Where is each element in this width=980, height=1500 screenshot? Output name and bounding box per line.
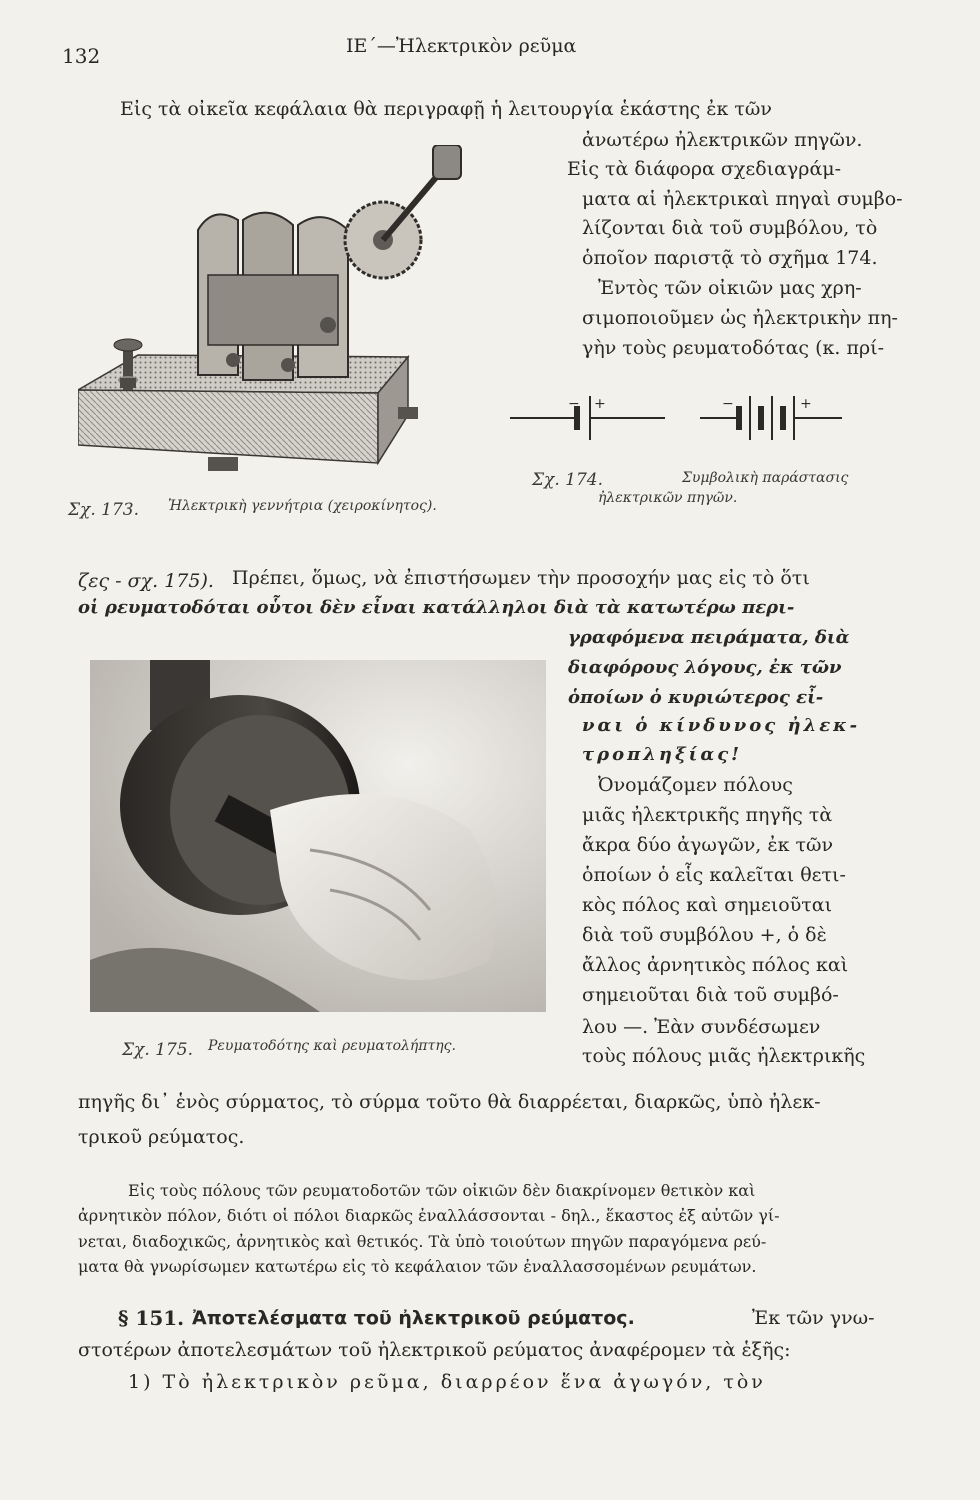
- bottom-line-2: τρικοῦ ρεύματος.: [78, 1126, 245, 1148]
- right-line-2: ματα αἱ ἠλεκτρικαὶ πηγαὶ συμβο-: [582, 188, 903, 210]
- mid-line-2: οἱ ρευματοδόται οὗτοι δὲν εἶναι κατάλληλοι διὰ τὰ κατωτέρω περι-: [78, 597, 795, 618]
- plus-label-2: +: [800, 396, 812, 412]
- section-line-3: 1) Τὸ ἠλεκτρικὸν ρεῦμα, διαρρέον ἕνα ἀγωγόν, τὸν: [128, 1371, 766, 1393]
- fig173-caption: Ἠλεκτρικὴ γεννήτρια (χειροκίνητος).: [168, 498, 437, 514]
- right-line-1: Εἰς τὰ διάφορα σχεδιαγράμ-: [567, 158, 842, 180]
- section-line-2: στοτέρων ἀποτελεσμάτων τοῦ ἠλεκτρικοῦ ρεύματος ἀναφέρομεν τὰ ἑξῆς:: [78, 1339, 791, 1361]
- right-line-4: ὁποῖον παριστᾷ τὸ σχῆμα 174.: [582, 247, 878, 269]
- figure-175-outlet-photo: [90, 660, 546, 1012]
- right-line-7: γὴν τοὺς ρευματοδότας (κ. πρί-: [582, 337, 884, 359]
- col-line-5: τροπληξίας!: [582, 744, 743, 765]
- section-number: § 151.: [118, 1306, 185, 1330]
- running-title: ΙΕ΄—Ἠλεκτρικὸν ρεῦμα: [346, 35, 577, 57]
- col-line-4: ναι ὁ κίνδυνος ἠλεκ-: [582, 715, 861, 736]
- figure-173-generator-illustration: [78, 145, 490, 490]
- section-continuation: Ἐκ τῶν γνω-: [752, 1307, 875, 1329]
- fig174-caption-line-2: ἠλεκτρικῶν πηγῶν.: [598, 490, 738, 506]
- col-line-10: κὸς πόλος καὶ σημειοῦται: [582, 894, 833, 916]
- col-line-15: τοὺς πόλους μιᾶς ἠλεκτρικῆς: [582, 1045, 866, 1067]
- figure-174-source-symbols: [510, 390, 850, 450]
- col-line-6: Ὀνομάζομεν πόλους: [598, 774, 793, 796]
- bottom-line-1: πηγῆς δι᾽ ἑνὸς σύρματος, τὸ σύρμα τοῦτο θὰ διαρρέεται, διαρκῶς, ὑπὸ ἠλεκ-: [78, 1091, 821, 1113]
- top-line-2: ἀνωτέρω ἠλεκτρικῶν πηγῶν.: [582, 129, 863, 151]
- right-line-3: λίζονται διὰ τοῦ συμβόλου, τὸ: [582, 217, 878, 239]
- col-line-8: ἄκρα δύο ἀγωγῶν, ἐκ τῶν: [582, 834, 834, 856]
- fig173-number: Σχ. 173.: [68, 500, 139, 520]
- col-line-11: διὰ τοῦ συμβόλου +, ὁ δὲ: [582, 924, 827, 946]
- col-line-7: μιᾶς ἠλεκτρικῆς πηγῆς τὰ: [582, 804, 833, 826]
- col-line-13: σημειοῦται διὰ τοῦ συμβό-: [582, 984, 839, 1006]
- note-line-1: Εἰς τοὺς πόλους τῶν ρευματοδοτῶν τῶν οἰκιῶν δὲν διακρίνομεν θετικὸν καὶ: [128, 1181, 756, 1200]
- fig175-caption: Ρευματοδότης καὶ ρευματολήπτης.: [208, 1038, 456, 1054]
- mid-line-1a: ζες - σχ. 175).: [78, 570, 214, 592]
- col-line-3: ὁποίων ὁ κυριώτερος εἶ-: [568, 687, 824, 708]
- mid-line-1b: Πρέπει, ὅμως, νὰ ἐπιστήσωμεν τὴν προσοχήν μας εἰς τὸ ὅτι: [232, 567, 810, 589]
- right-line-6: σιμοποιοῦμεν ὡς ἠλεκτρικὴν πη-: [582, 307, 898, 329]
- col-line-1: γραφόμενα πειράματα, διὰ: [568, 627, 850, 648]
- col-line-2: διαφόρους λόγους, ἐκ τῶν: [568, 657, 842, 678]
- fig175-number: Σχ. 175.: [122, 1040, 193, 1060]
- col-line-9: ὁποίων ὁ εἷς καλεῖται θετι-: [582, 864, 846, 886]
- right-line-5: Ἐντὸς τῶν οἰκιῶν μας χρη-: [598, 277, 862, 299]
- minus-label-2: −: [722, 396, 734, 412]
- section-title: Ἀποτελέσματα τοῦ ἠλεκτρικοῦ ρεύματος.: [192, 1307, 635, 1329]
- fig174-caption-line-1: Συμβολικὴ παράστασις: [682, 470, 849, 486]
- fig174-number: Σχ. 174.: [532, 470, 603, 490]
- note-line-3: νεται, διαδοχικῶς, ἀρνητικὸς καὶ θετικός. Τὰ ὑπὸ τοιούτων πηγῶν παραγόμενα ρεύ-: [78, 1232, 767, 1251]
- note-line-2: ἀρνητικὸν πόλον, διότι οἱ πόλοι διαρκῶς ἐναλλάσσονται - δηλ., ἕκαστος ἐξ αὐτῶν γί-: [78, 1206, 780, 1225]
- col-line-14: λου —. Ἐὰν συνδέσωμεν: [582, 1016, 821, 1038]
- minus-label-1: −: [568, 396, 580, 412]
- top-line-1: Εἰς τὰ οἰκεῖα κεφάλαια θὰ περιγραφῇ ἡ λειτουργία ἑκάστης ἐκ τῶν: [120, 98, 772, 120]
- note-line-4: ματα θὰ γνωρίσωμεν κατωτέρω εἰς τὸ κεφάλαιον τῶν ἐναλλασσομένων ρευμάτων.: [78, 1257, 757, 1276]
- plus-label-1: +: [594, 396, 606, 412]
- col-line-12: ἄλλος ἀρνητικὸς πόλος καὶ: [582, 954, 849, 976]
- page-number: 132: [62, 44, 101, 68]
